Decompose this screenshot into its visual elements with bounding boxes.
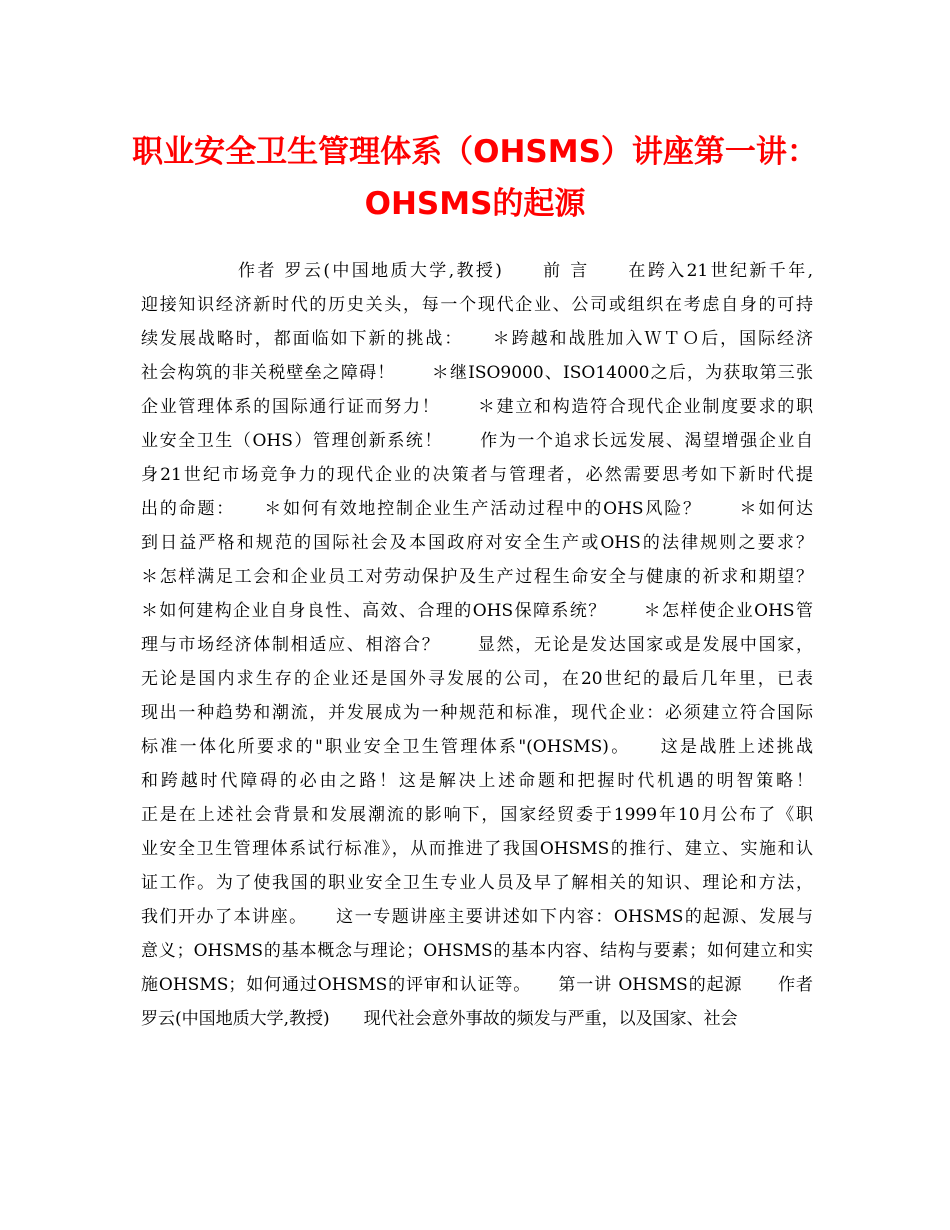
body-line: 续发展战略时，都面临如下新的挑战： ＊跨越和战胜加入ＷＴＯ后，国际经济	[141, 329, 813, 349]
body-line: 社会构筑的非关税壁垒之障碍！ ＊继ISO9000、ISO14000之后，为获取第三张	[141, 363, 813, 383]
body-line: 企业管理体系的国际通行证而努力！ ＊建立和构造符合现代企业制度要求的职	[141, 397, 813, 417]
body-line: 迎接知识经济新时代的历史关头，每一个现代企业、公司或组织在考虑自身的可持	[141, 295, 813, 315]
body-line: 身21世纪市场竞争力的现代企业的决策者与管理者，必然需要思考如下新时代提	[141, 465, 813, 485]
body-line: 正是在上述社会背景和发展潮流的影响下，国家经贸委于1999年10月公布了《职	[141, 805, 813, 825]
body-line: 业安全卫生管理体系试行标准》，从而推进了我国OHSMS的推行、建立、实施和认	[141, 839, 813, 859]
body-line: ＊如何建构企业自身良性、高效、合理的OHS保障系统？ ＊怎样使企业OHS管	[141, 601, 813, 621]
body-line: 意义；OHSMS的基本概念与理论；OHSMS的基本内容、结构与要素；如何建立和实	[141, 941, 813, 961]
body-line: 无论是国内求生存的企业还是国外寻发展的公司，在20世纪的最后几年里，已表	[141, 669, 813, 689]
body-text	[141, 254, 813, 1036]
body-line: 标准一体化所要求的"职业安全卫生管理体系"(OHSMS)。 这是战胜上述挑战	[141, 737, 813, 757]
body-line: 理与市场经济体制相适应、相溶合？ 显然，无论是发达国家或是发展中国家，	[141, 635, 813, 655]
body-line: 出的命题： ＊如何有效地控制企业生产活动过程中的OHS风险？ ＊如何达	[141, 499, 813, 519]
body-line: 我们开办了本讲座。 这一专题讲座主要讲述如下内容：OHSMS的起源、发展与	[141, 907, 813, 927]
body-line: 作者 罗云(中国地质大学,教授) 前 言 在跨入21世纪新千年,	[141, 261, 813, 281]
body-line: 业安全卫生（OHS）管理创新系统！ 作为一个追求长远发展、渴望增强企业自	[141, 431, 813, 451]
body-line: 证工作。为了使我国的职业安全卫生专业人员及早了解相关的知识、理论和方法，	[141, 873, 813, 893]
body-line: 和跨越时代障碍的必由之路！这是解决上述命题和把握时代机遇的明智策略！	[141, 771, 813, 791]
body-line: 现出一种趋势和潮流，并发展成为一种规范和标准，现代企业：必须建立符合国际	[141, 703, 813, 723]
body-line: 罗云(中国地质大学,教授) 现代社会意外事故的频发与严重，以及国家、社会	[141, 1009, 738, 1029]
document-title	[120, 126, 830, 230]
body-line: 施OHSMS；如何通过OHSMS的评审和认证等。 第一讲 OHSMS的起源 作者	[141, 975, 813, 995]
title-line-2: OHSMS的起源	[364, 186, 586, 222]
body-line: ＊怎样满足工会和企业员工对劳动保护及生产过程生命安全与健康的祈求和期望？	[141, 567, 813, 587]
body-line: 到日益严格和规范的国际社会及本国政府对安全生产或OHS的法律规则之要求？	[141, 533, 813, 553]
title-line-1: 职业安全卫生管理体系（OHSMS）讲座第一讲：	[132, 134, 818, 170]
